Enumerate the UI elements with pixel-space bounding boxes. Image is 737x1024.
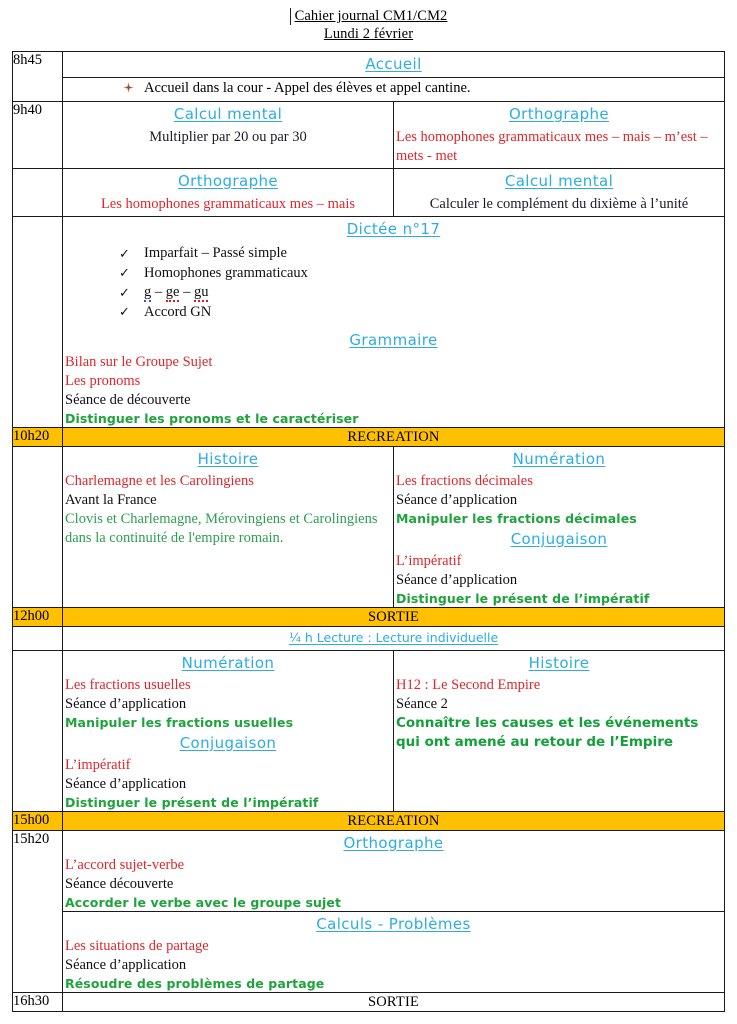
cell-histoire-pm bbox=[394, 651, 725, 812]
time-label-1520: 15h20 bbox=[13, 831, 63, 993]
page-header bbox=[0, 0, 737, 43]
cell-orthographe-pm bbox=[63, 831, 725, 912]
cell-histoire bbox=[63, 447, 394, 608]
time-label-1500: 15h00 bbox=[13, 812, 63, 831]
time-label-1200: 12h00 bbox=[13, 608, 63, 627]
star-bullet-icon bbox=[123, 82, 134, 93]
label-sortie-2: SORTIE bbox=[63, 993, 725, 1012]
schedule-table bbox=[12, 51, 725, 1012]
dictee-checklist bbox=[63, 244, 724, 322]
time-label-0845: 8h45 bbox=[13, 52, 63, 102]
subject-numeration: Numération bbox=[512, 450, 606, 468]
cell-swap-left bbox=[63, 169, 394, 217]
numeration-pm-objective: Manipuler les fractions usuelles bbox=[65, 715, 294, 730]
calculs-objective: Résoudre des problèmes de partage bbox=[65, 976, 325, 991]
time-label-dictee bbox=[13, 217, 63, 428]
note-orthographe: Les homophones grammaticaux mes – mais – m’est – mets - met bbox=[396, 129, 708, 164]
conjugaison-pm-topic: L’impératif bbox=[65, 757, 131, 773]
histoire-pm-topic: H12 : Le Second Empire bbox=[396, 677, 541, 693]
subject-orthographe: Orthographe bbox=[508, 105, 610, 123]
table-row-afternoon-1 bbox=[13, 651, 725, 812]
banner-sortie-1: SORTIE bbox=[63, 608, 725, 627]
banner-recreation-2: RECREATION bbox=[63, 812, 725, 831]
table-row-orthographe-pm bbox=[13, 831, 725, 912]
cell-calculs-problemes bbox=[63, 912, 725, 993]
note-orthographe-2: Les homophones grammaticaux mes – mais bbox=[100, 196, 356, 212]
subject-numeration-pm: Numération bbox=[181, 654, 275, 672]
time-label-swap bbox=[13, 169, 63, 217]
grammaire-topic-1: Bilan sur le Groupe Sujet bbox=[65, 354, 213, 370]
histoire-topic: Charlemagne et les Carolingiens bbox=[65, 473, 254, 489]
time-label-0940: 9h40 bbox=[13, 102, 63, 169]
cell-lecture bbox=[63, 627, 725, 651]
cell-0940-right bbox=[394, 102, 725, 169]
histoire-pm-session: Séance 2 bbox=[396, 696, 448, 712]
table-row-lecture bbox=[13, 627, 725, 651]
accueil-bullet-line bbox=[63, 78, 724, 101]
conjugaison-topic: L’impératif bbox=[396, 553, 462, 569]
numeration-session: Séance d’application bbox=[396, 492, 518, 508]
subject-calcul-mental-2: Calcul mental bbox=[504, 172, 614, 190]
list-item: ✓ Imparfait – Passé simple bbox=[115, 244, 724, 264]
table-row-accueil bbox=[13, 52, 725, 78]
time-label-afternoon-1 bbox=[13, 651, 63, 812]
histoire-session: Avant la France bbox=[65, 492, 157, 508]
page-title: Cahier journal CM1/CM2 bbox=[290, 8, 448, 25]
table-row-accueil-detail bbox=[13, 78, 725, 102]
calculs-session: Séance d’application bbox=[65, 957, 187, 973]
histoire-pm-objective: Connaître les causes et les événements qui ont amené au retour de l’Empire bbox=[396, 715, 699, 750]
subject-grammaire: Grammaire bbox=[349, 331, 438, 349]
subject-calcul-mental: Calcul mental bbox=[173, 105, 283, 123]
table-row-dictee bbox=[13, 217, 725, 428]
grammaire-session: Séance de découverte bbox=[65, 392, 191, 408]
time-label-morning-2 bbox=[13, 447, 63, 608]
accueil-subject-cell bbox=[63, 52, 725, 78]
list-item: ✓ Accord GN bbox=[115, 303, 724, 323]
table-row-calculs-problemes bbox=[13, 912, 725, 993]
subject-histoire: Histoire bbox=[197, 450, 259, 468]
numeration-pm-topic: Les fractions usuelles bbox=[65, 677, 191, 693]
subject-orthographe-pm: Orthographe bbox=[343, 834, 444, 852]
grammaire-topic-2: Les pronoms bbox=[65, 373, 141, 389]
note-calcul-mental: Multiplier par 20 ou par 30 bbox=[149, 129, 307, 145]
orthographe-pm-session: Séance découverte bbox=[65, 876, 174, 892]
conjugaison-objective: Distinguer le présent de l’impératif bbox=[396, 591, 650, 606]
time-label-1630: 16h30 bbox=[13, 993, 63, 1012]
lecture-text: ¼ h Lecture : Lecture individuelle bbox=[288, 630, 499, 645]
conjugaison-session: Séance d’application bbox=[396, 572, 518, 588]
table-row-sortie-2 bbox=[13, 993, 725, 1012]
table-row-sortie-1 bbox=[13, 608, 725, 627]
cell-numeration-conjugaison-pm bbox=[63, 651, 394, 812]
calculs-topic: Les situations de partage bbox=[65, 938, 209, 954]
orthographe-pm-topic: L’accord sujet-verbe bbox=[65, 857, 185, 873]
note-calcul-mental-2: Calculer le complément du dixième à l’unité bbox=[429, 196, 689, 212]
page-date: Lundi 2 février bbox=[323, 26, 414, 42]
accueil-detail-cell bbox=[63, 78, 725, 102]
subject-accueil: Accueil bbox=[365, 55, 422, 73]
histoire-objective: Clovis et Charlemagne, Mérovingiens et Carolingiens dans la continuité de l'empire romain. bbox=[65, 511, 378, 546]
time-label-1020: 10h20 bbox=[13, 428, 63, 447]
table-row-recreation-1 bbox=[13, 428, 725, 447]
conjugaison-pm-objective: Distinguer le présent de l’impératif bbox=[65, 795, 319, 810]
table-row-morning-2 bbox=[13, 447, 725, 608]
numeration-pm-session: Séance d’application bbox=[65, 696, 187, 712]
table-row-swap bbox=[13, 169, 725, 217]
subject-dictee: Dictée n°17 bbox=[346, 220, 441, 238]
conjugaison-pm-session: Séance d’application bbox=[65, 776, 187, 792]
numeration-topic: Les fractions décimales bbox=[396, 473, 533, 489]
cell-dictee-grammaire bbox=[63, 217, 725, 428]
subject-orthographe-2: Orthographe bbox=[177, 172, 279, 190]
subject-conjugaison: Conjugaison bbox=[510, 530, 608, 548]
list-item: ✓ Homophones grammaticaux bbox=[115, 264, 724, 284]
subject-calculs-problemes: Calculs - Problèmes bbox=[316, 915, 471, 933]
table-row-recreation-2 bbox=[13, 812, 725, 831]
cell-numeration-conjugaison bbox=[394, 447, 725, 608]
orthographe-pm-objective: Accorder le verbe avec le groupe sujet bbox=[65, 895, 342, 910]
subject-conjugaison-pm: Conjugaison bbox=[179, 734, 277, 752]
list-item: ✓ g – ge – gu bbox=[115, 283, 724, 303]
numeration-objective: Manipuler les fractions décimales bbox=[396, 511, 637, 526]
cell-swap-right bbox=[394, 169, 725, 217]
time-label-lecture bbox=[13, 627, 63, 651]
table-row-0940 bbox=[13, 102, 725, 169]
subject-histoire-pm: Histoire bbox=[528, 654, 590, 672]
accueil-text: Accueil dans la cour - Appel des élèves et appel cantine. bbox=[144, 80, 471, 96]
banner-recreation-1: RECREATION bbox=[63, 428, 725, 447]
cell-0940-left bbox=[63, 102, 394, 169]
grammaire-objective: Distinguer les pronoms et le caractériser bbox=[65, 411, 359, 426]
